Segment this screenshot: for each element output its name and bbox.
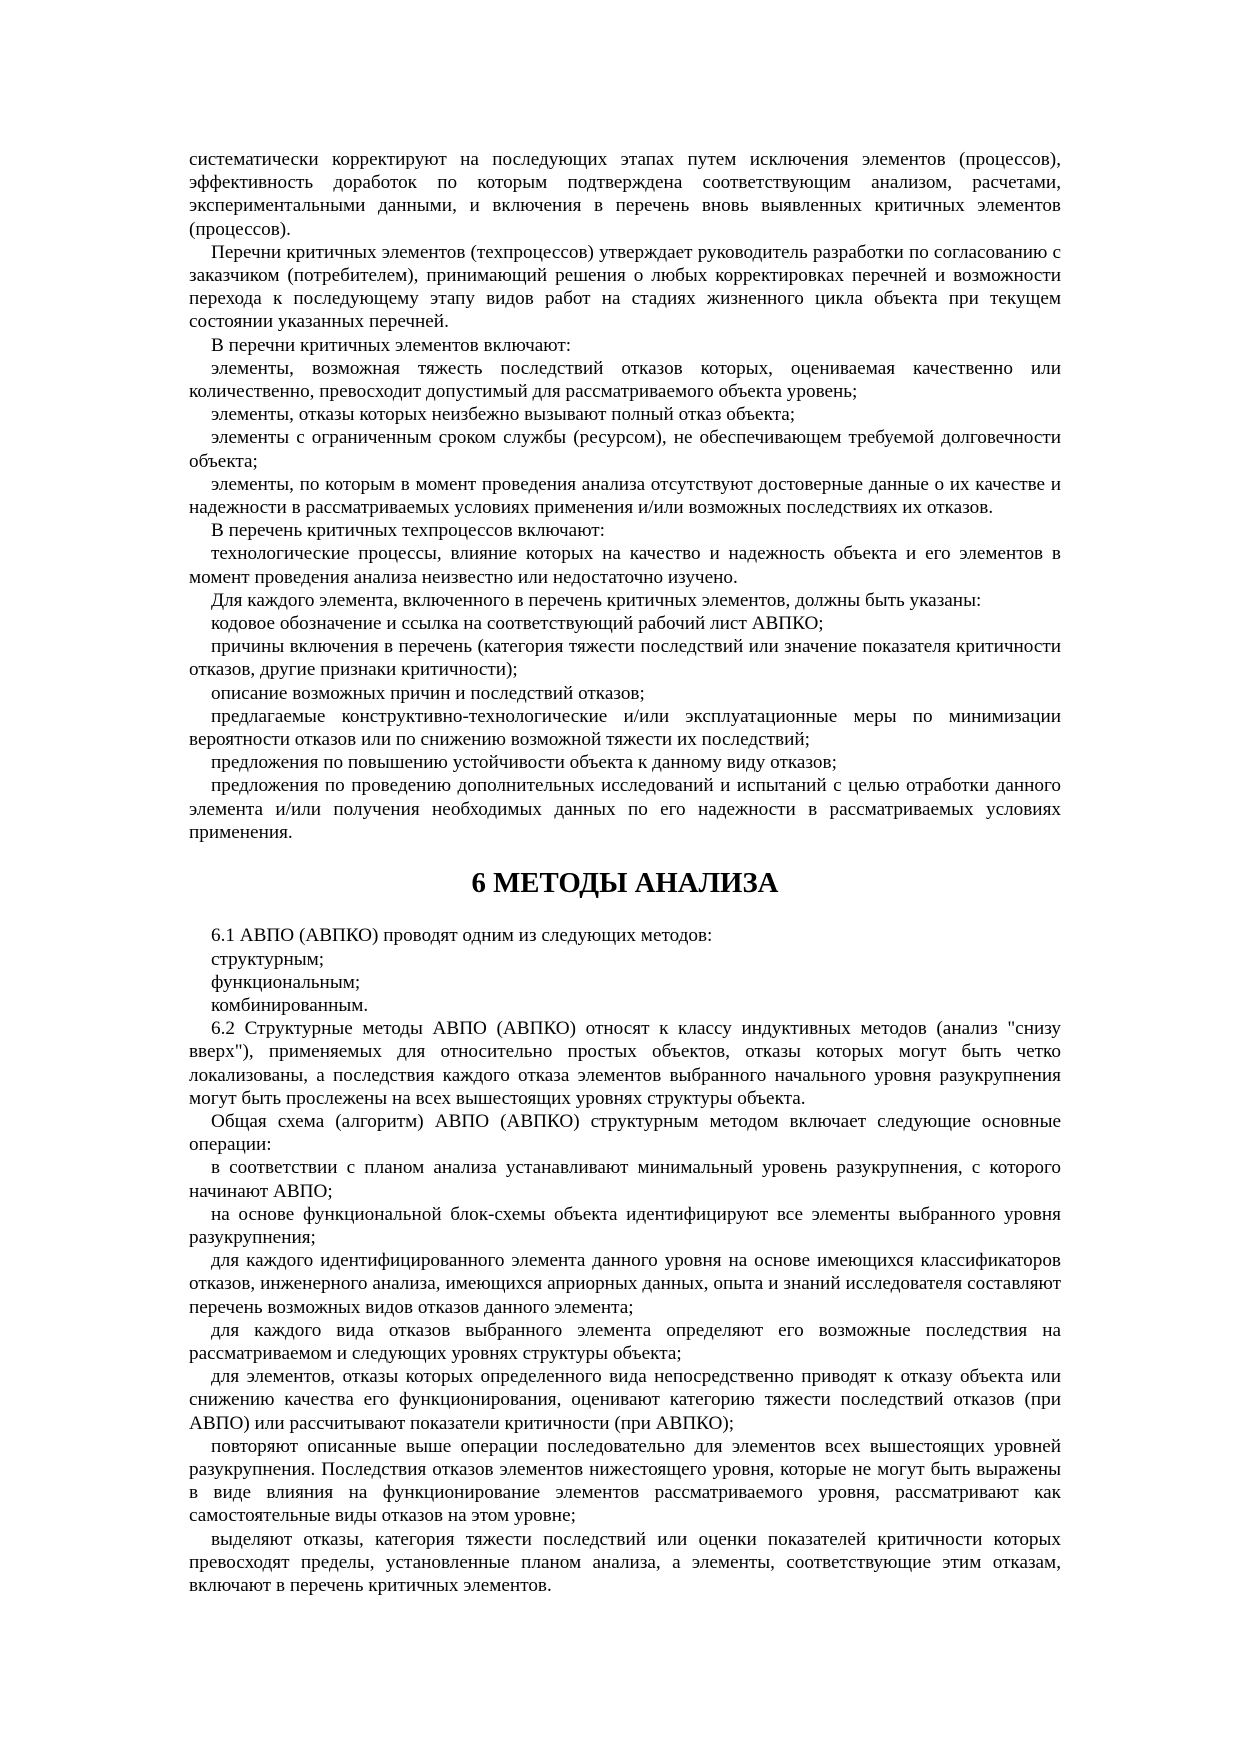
list-item: структурным; [211,948,325,970]
paragraph-approval: Перечни критичных элементов (техпроцессов) утверждает руководитель разработки по согласованию с заказчиком (потребителем), принимающий решения о любых корректировках перечней и возможности перехода к последующему этапу видов работ на стадиях жизненного цикла объекта при текущем состоянии указанных перечней. [189,241,1061,333]
list-item: предлагаемые конструктивно-технологические и/или эксплуатационные меры по минимизации вероятности отказов или по снижению возможной тяжести их последствий; [189,705,1061,751]
list-item: элементы, отказы которых неизбежно вызывают полный отказ объекта; [211,404,796,426]
list-item: повторяют описанные выше операции последовательно для элементов всех вышестоящих уровней разукрупнения. Последствия отказов элементов нижестоящего уровня, которые не могут быть выражены в виде влияния на функционирование элементов рассматриваемого уровня, рассматривают как самостоятельные виды отказов на этом уровне; [189,1435,1061,1527]
paragraph-methods-intro: 6.1 АВПО (АВПКО) проводят одним из следующих методов: [211,925,713,947]
document-page [189,148,1061,1597]
list-item: элементы с ограниченным сроком службы (ресурсом), не обеспечивающем требуемой долговечности объекта; [189,427,1061,472]
list-item: причины включения в перечень (категория тяжести последствий или значение показателя критичности отказов, другие признаки критичности); [189,636,1061,681]
list-item: комбинированным. [211,994,369,1016]
list-item: для элементов, отказы которых определенного вида непосредственно приводят к отказу объекта или снижению качества его функционирования, оценивают категорию тяжести последствий отказов (при АВПО) или рассчитывают показатели критичности (при АВПКО); [189,1366,1061,1434]
paragraph-element-requirements-intro: Для каждого элемента, включенного в перечень критичных элементов, должны быть указаны: [211,589,982,611]
list-item: выделяют отказы, категория тяжести последствий или оценки показателей критичности которых превосходят пределы, установленные планом анализа, а элементы, соответствующие этим отказам, включают в перечень критичных элементов. [189,1528,1061,1596]
list-item: в соответствии с планом анализа устанавливают минимальный уровень разукрупнения, с которого начинают АВПО; [189,1157,1061,1202]
list-item: элементы, возможная тяжесть последствий отказов которых, оцениваемая качественно или количественно, превосходит допустимый для рассматриваемого объекта уровень; [189,357,1061,403]
list-item: функциональным; [211,971,361,993]
list-item: элементы, по которым в момент проведения анализа отсутствуют достоверные данные о их качестве и надежности в рассматриваемых условиях применения и/или возможных последствиях их отказов. [189,473,1061,519]
list-item: для каждого вида отказов выбранного элемента определяют его возможные последствия на рассматриваемом и следующих уровнях структуры объекта; [189,1319,1061,1364]
list-item: предложения по повышению устойчивости объекта к данному виду отказов; [211,752,837,774]
list-item: описание возможных причин и последствий отказов; [211,682,645,704]
list-item: кодовое обозначение и ссылка на соответствующий рабочий лист АВПКО; [211,613,824,635]
list-item: для каждого идентифицированного элемента данного уровня на основе имеющихся классификаторов отказов, инженерного анализа, имеющихся априорных данных, опыта и знаний исследователя составляют перечень возможных видов отказов данного элемента; [189,1250,1061,1318]
list-item: технологические процессы, влияние которых на качество и надежность объекта и его элементов в момент проведения анализа неизвестно или недостаточно изучено. [189,543,1061,588]
list-item: предложения по проведению дополнительных исследований и испытаний с целью отработки данного элемента и/или получения необходимых данных по его надежности в рассматриваемых условиях применения. [189,775,1061,843]
paragraph-critical-list-intro: В перечни критичных элементов включают: [211,334,572,356]
section-heading: 6 МЕТОДЫ АНАЛИЗА [471,867,779,900]
paragraph-continuation: систематически корректируют на последующих этапах путем исключения элементов (процессов), эффективность доработок по которым подтверждена соответствующим анализом, расчетами, экспериментальными данными, и включения в перечень вновь выявленных критичных элементов (процессов). [189,149,1061,240]
paragraph-structural-methods: 6.2 Структурные методы АВПО (АВПКО) относят к классу индуктивных методов (анализ "снизу вверх"), применяемых для относительно простых объектов, отказы которых могут быть четко локализованы, а последствия каждого отказа элементов выбранного начального уровня разукрупнения могут быть прослежены на всех вышестоящих уровнях структуры объекта. [189,1018,1061,1109]
paragraph-algorithm-intro: Общая схема (алгоритм) АВПО (АВПКО) структурным методом включает следующие основные операции: [189,1110,1061,1156]
paragraph-critical-processes-intro: В перечень критичных техпроцессов включают: [211,520,605,542]
list-item: на основе функциональной блок-схемы объекта идентифицируют все элементы выбранного уровня разукрупнения; [189,1203,1061,1248]
